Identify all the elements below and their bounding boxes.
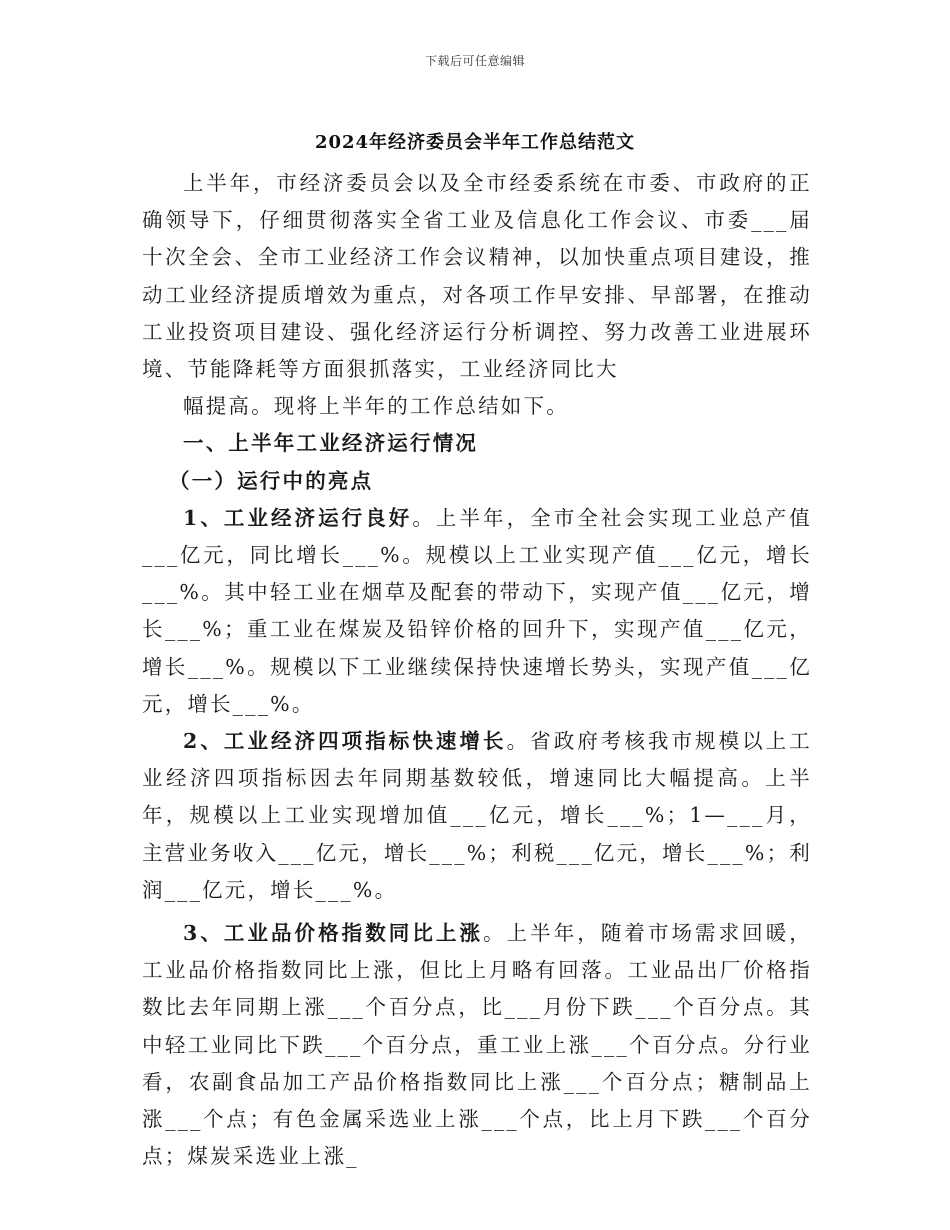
item-1-lead: 1、工业经济运行良好 xyxy=(183,505,413,530)
item-3-lead: 3、工业品价格指数同比上涨 xyxy=(183,921,484,946)
intro-paragraph-continued: 幅提高。现将上半年的工作总结如下。 xyxy=(183,394,569,419)
section-heading: 一、上半年工业经济运行情况 xyxy=(183,431,479,456)
item-1-text: 。上半年，全市全社会实现工业总产值___亿元，同比增长___%。规模以上工业实现产值___亿元，增长___%。其中轻工业在烟草及配套的带动下，实现产值___亿元，增长___%；重工业在煤炭及铅锌价格的回升下，实现产值___亿元，增长___%。规模以下工业继续保持快速增长势头，实现产值___亿元，增长___%。 xyxy=(142,505,812,716)
item-3-text: 。上半年，随着市场需求回暖，工业品价格指数同比上涨，但比上月略有回落。工业品出厂价格指数比去年同期上涨___个百分点，比___月份下跌___个百分点。其中轻工业同比下跌___个百分点，重工业上涨___个百分点。分行业看，农副食品加工产品价格指数同比上涨___个百分点；糖制品上涨___个点；有色金属采选业上涨___个点，比上月下跌___个百分点；煤炭采选业上涨_ xyxy=(142,921,812,1169)
header-note: 下载后可任意编辑 xyxy=(424,54,525,68)
subsection-heading: （一）运行中的亮点 xyxy=(169,468,374,493)
document-body xyxy=(142,165,812,1175)
intro-paragraph: 上半年，市经济委员会以及全市经委系统在市委、市政府的正确领导下，仔细贯彻落实全省工业及信息化工作会议、市委___届十次全会、全市工业经济工作会议精神，以加快重点项目建设，推动工业经济提质增效为重点，对各项工作早安排、早部署，在推动工业投资项目建设、强化经济运行分析调控、努力改善工业进展环境、节能降耗等方面狠抓落实，工业经济同比大 xyxy=(142,171,812,382)
item-paragraph-3 xyxy=(142,915,812,1175)
document-title: 2024年经济委员会半年工作总结范文 xyxy=(314,132,636,153)
item-paragraph-1 xyxy=(142,500,812,723)
item-2-lead: 2、工业经济四项指标快速增长 xyxy=(183,729,507,754)
item-paragraph-2 xyxy=(142,723,812,909)
item-2-text: 。省政府考核我市规模以上工业经济四项指标因去年同期基数较低，增速同比大幅提高。上半年，规模以上工业实现增加值___亿元，增长___%；1—___月，主营业务收入___亿元，增长___%；利税___亿元，增长___%；利润___亿元，增长___%。 xyxy=(142,729,812,902)
